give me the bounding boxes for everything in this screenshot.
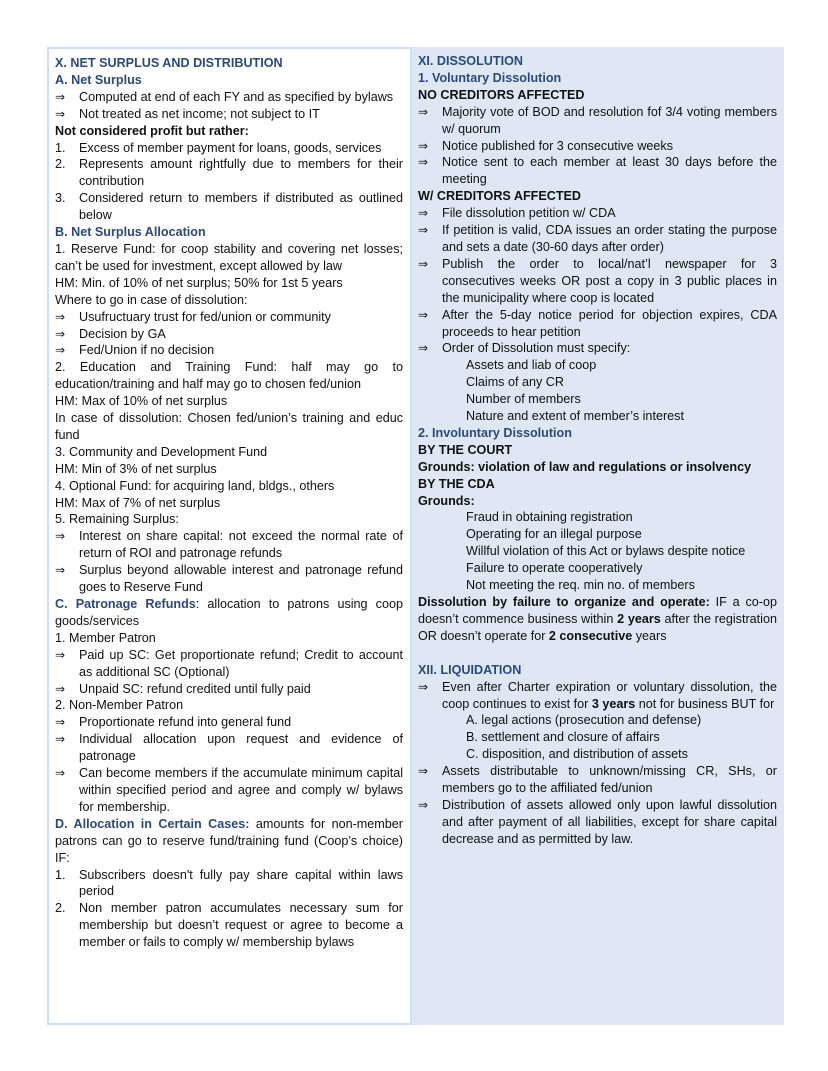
numbered-item: 1. Excess of member payment for loans, goods, services: [55, 140, 382, 155]
list-item: ⇒ File dissolution petition w/ CDA: [418, 206, 616, 221]
cda-ground-item: Failure to operate cooperatively: [466, 561, 643, 576]
list-item: ⇒ Notice published for 3 consecutive weeks: [418, 138, 674, 153]
arrow-icon: ⇒: [418, 256, 429, 271]
remaining-surplus-text: 5. Remaining Surplus:: [55, 512, 179, 527]
list-item: ⇒ Proportionate refund into general fund: [55, 715, 292, 730]
order-item: Claims of any CR: [466, 375, 564, 390]
reserve-hm: HM: Min. of 10% of net surplus; 50% for 1st 5 years: [55, 275, 343, 290]
list-item: ⇒ Majority vote of BOD and resolution fof 3/4 voting members w/ quorum: [418, 104, 777, 136]
numbered-item: 2. Non member patron accumulates necessary sum for membership but doesn’t request or agree to become a member or fails to comply w/ membership bylaws: [55, 901, 403, 950]
patronage-refunds-paragraph: C. Patronage Refunds: allocation to patrons using coop goods/services: [55, 597, 403, 628]
failure-to-operate-paragraph: Dissolution by failure to organize and operate: IF a co-op doesn’t commence business within 2 years after the registration OR doesn’t operate for 2 consecutive years: [418, 595, 777, 643]
subsection-c-title: C. Patronage Refunds: [55, 597, 196, 611]
section-xii-title: XII. LIQUIDATION: [418, 662, 522, 677]
arrow-icon: ⇒: [418, 797, 429, 812]
list-item: ⇒ If petition is valid, CDA issues an order stating the purpose and sets a date (30-60 days after order): [418, 223, 777, 254]
no-creditors-heading: NO CREDITORS AFFECTED: [418, 87, 585, 102]
numbered-item: 2. Represents amount rightfully due to members for their contribution: [55, 157, 403, 189]
order-item: Nature and extent of member’s interest: [466, 409, 684, 424]
liquidation-sub-item: B. settlement and closure of affairs: [466, 730, 660, 745]
reserve-where: Where to go in case of dissolution:: [55, 292, 248, 307]
arrow-icon: ⇒: [418, 206, 429, 221]
spacer: [418, 645, 777, 662]
arrow-icon: ⇒: [418, 764, 429, 779]
by-court-heading: BY THE COURT: [418, 442, 513, 457]
member-patron-heading: 1. Member Patron: [55, 630, 156, 645]
cda-ground-item: Willful violation of this Act or bylaws despite notice: [466, 544, 746, 559]
reserve-fund-text: 1. Reserve Fund: for coop stability and covering net losses; can’t be used for investment, except allowed by law: [55, 241, 403, 273]
arrow-icon: ⇒: [55, 326, 66, 341]
subsection-a-title: A. Net Surplus: [55, 72, 142, 87]
court-grounds: Grounds: violation of law and regulations or insolvency: [418, 459, 752, 474]
education-dissolution: In case of dissolution: Chosen fed/union’s training and educ fund: [55, 411, 403, 442]
cdf-text: 3. Community and Development Fund: [55, 444, 268, 459]
list-item: ⇒ Individual allocation upon request and evidence of patronage: [55, 732, 403, 764]
order-item: Number of members: [466, 392, 581, 407]
arrow-icon: ⇒: [418, 138, 429, 153]
list-item: ⇒ Order of Dissolution must specify:: [418, 341, 631, 356]
arrow-icon: ⇒: [55, 647, 66, 662]
list-item: ⇒ Usufructuary trust for fed/union or community: [55, 309, 331, 324]
arrow-icon: ⇒: [55, 106, 66, 121]
liquidation-sub-item: C. disposition, and distribution of assets: [466, 747, 688, 762]
list-item: ⇒ Computed at end of each FY and as specified by bylaws: [55, 89, 394, 104]
list-item: ⇒ Interest on share capital: not exceed the normal rate of return of ROI and patronage refunds: [55, 529, 403, 561]
arrow-icon: ⇒: [418, 104, 429, 119]
list-item: ⇒ Surplus beyond allowable interest and patronage refund goes to Reserve Fund: [55, 563, 403, 595]
list-item: ⇒ Distribution of assets allowed only upon lawful dissolution and after payment of all liabilities, except for share capital decrease and as permitted by law.: [418, 797, 777, 846]
document-frame: [47, 47, 784, 1025]
arrow-icon: ⇒: [418, 307, 429, 322]
arrow-icon: ⇒: [55, 681, 66, 696]
list-item: ⇒ Decision by GA: [55, 326, 166, 341]
arrow-icon: ⇒: [55, 89, 66, 104]
list-item: ⇒ Paid up SC: Get proportionate refund; Credit to account as additional SC (Optional): [55, 647, 403, 679]
voluntary-dissolution-title: 1. Voluntary Dissolution: [418, 70, 562, 85]
involuntary-dissolution-title: 2. Involuntary Dissolution: [418, 425, 572, 440]
grounds-label: Grounds:: [418, 493, 475, 508]
cda-ground-item: Not meeting the req. min no. of members: [466, 578, 695, 593]
education-hm: HM: Max of 10% of net surplus: [55, 394, 228, 409]
arrow-icon: ⇒: [55, 732, 66, 747]
arrow-icon: ⇒: [418, 341, 429, 356]
left-column: [47, 47, 412, 1025]
by-cda-heading: BY THE CDA: [418, 476, 495, 491]
list-item: ⇒ Can become members if the accumulate minimum capital within specified period and agree and comply w/ bylaws for membership.: [55, 766, 403, 814]
arrow-icon: ⇒: [418, 223, 429, 238]
arrow-icon: ⇒: [55, 715, 66, 730]
numbered-item: 1. Subscribers doesn't fully pay share capital within laws period: [55, 867, 403, 899]
list-item: ⇒ Fed/Union if no decision: [55, 343, 215, 358]
numbered-item: 3. Considered return to members if distributed as outlined below: [55, 191, 403, 223]
education-fund-text: 2. Education and Training Fund: half may go to education/training and half may go to chosen fed/union: [55, 360, 403, 392]
arrow-icon: ⇒: [418, 155, 429, 170]
section-xi-title: XI. DISSOLUTION: [418, 54, 523, 68]
arrow-icon: ⇒: [55, 343, 66, 358]
arrow-icon: ⇒: [418, 679, 429, 694]
list-item: ⇒ Notice sent to each member at least 30 days before the meeting: [418, 155, 777, 187]
list-item: ⇒ Assets distributable to unknown/missing CR, SHs, or members go to the affiliated fed/union: [418, 764, 777, 796]
list-item: ⇒ After the 5-day notice period for objection expires, CDA proceeds to hear petition: [418, 307, 777, 339]
arrow-icon: ⇒: [55, 529, 66, 544]
list-item: ⇒ Even after Charter expiration or voluntary dissolution, the coop continues to exist for 3 years not for business BUT for: [418, 679, 777, 711]
order-item: Assets and liab of coop: [466, 358, 597, 373]
list-item: ⇒ Publish the order to local/nat’l newspaper for 3 consecutives weeks OR post a copy in 3 public places in the municipality where coop is located: [418, 256, 777, 305]
arrow-icon: ⇒: [55, 563, 66, 578]
allocation-certain-cases-paragraph: D. Allocation in Certain Cases: amounts for non-member patrons can go to reserve fund/training fund (Coop’s choice) IF:: [55, 816, 403, 865]
right-column: [412, 47, 784, 1025]
cda-ground-item: Fraud in obtaining registration: [466, 510, 633, 525]
not-profit-heading: Not considered profit but rather:: [55, 123, 249, 138]
arrow-icon: ⇒: [55, 309, 66, 324]
nonmember-patron-heading: 2. Non-Member Patron: [55, 698, 184, 713]
liquidation-sub-item: A. legal actions (prosecution and defense): [466, 713, 702, 728]
list-item: ⇒ Not treated as net income; not subject to IT: [55, 106, 320, 121]
arrow-icon: ⇒: [55, 766, 66, 781]
subsection-d-title: D. Allocation in Certain Cases:: [55, 816, 250, 831]
cda-ground-item: Operating for an illegal purpose: [466, 527, 642, 542]
subsection-b-title: B. Net Surplus Allocation: [55, 225, 206, 240]
with-creditors-heading: W/ CREDITORS AFFECTED: [418, 189, 582, 204]
section-x-title: X. NET SURPLUS AND DISTRIBUTION: [55, 56, 283, 70]
optional-fund-text: 4. Optional Fund: for acquiring land, bldgs., others: [55, 478, 335, 493]
optional-hm: HM: Max of 7% of net surplus: [55, 495, 221, 510]
list-item: ⇒ Unpaid SC: refund credited until fully paid: [55, 681, 311, 696]
cdf-hm: HM: Min of 3% of net surplus: [55, 461, 217, 476]
